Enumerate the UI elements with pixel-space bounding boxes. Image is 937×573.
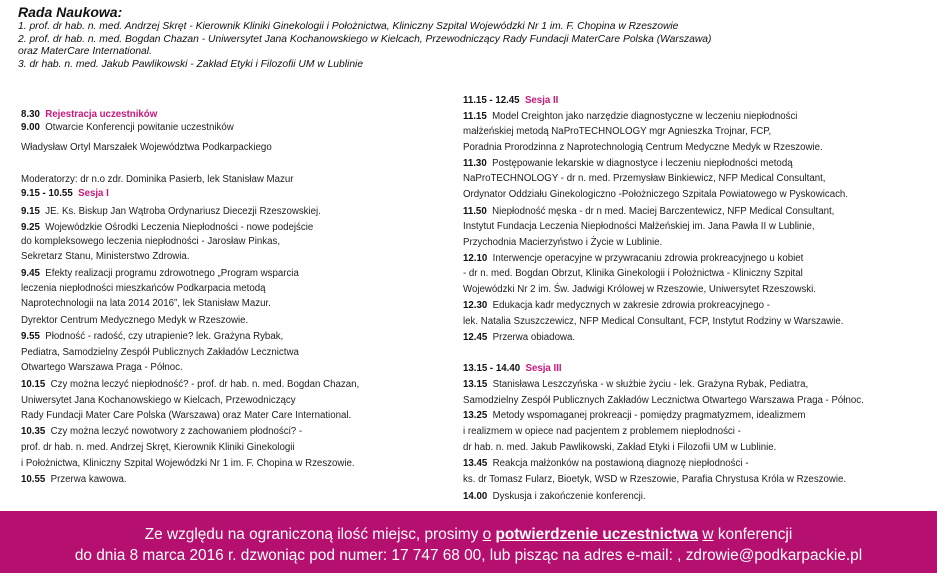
program-time: 9.55	[21, 331, 40, 342]
program-text: Naprotechnologii na lata 2014 2016”, lek Stanisław Mazur.	[21, 298, 271, 309]
program-text: lek. Natalia Szuszczewicz, NFP Medical Consultant, FCP, Instytut Rodziny w Warszawie.	[463, 316, 844, 327]
program-time: 12.45	[463, 332, 488, 343]
registration-banner	[0, 511, 937, 573]
program-line	[463, 315, 843, 328]
program-line	[463, 394, 864, 407]
banner-line-2: do dnia 8 marca 2016 r. dzwoniąc pod numer: 17 747 68 00, lub pisząc na adres e-mail: , zdrowie@podkarpackie.pl	[74, 547, 863, 564]
program-time: 14.00	[463, 491, 488, 502]
program-line	[21, 282, 265, 295]
program-text: Postępowanie lekarskie w diagnostyce i leczeniu niepłodności metodą	[492, 158, 793, 169]
program-time: 13.15	[463, 379, 488, 390]
program-time: 13.25	[463, 410, 488, 421]
program-time: 13.45	[463, 458, 488, 469]
program-text: małżeńskiej metodą NaProTECHNOLOGY mgr Agnieszka Trojnar, FCP,	[463, 126, 772, 137]
program-line	[463, 188, 848, 201]
banner-line-1	[0, 511, 937, 545]
banner-o: o	[482, 526, 492, 543]
program-text: Płodność - radość, czy utrapienie? lek. Grażyna Rybak,	[45, 331, 284, 342]
program-text: Czy można leczyć nowotwory z zachowaniem płodności? -	[50, 426, 303, 437]
program-text: Władysław Ortyl Marszałek Województwa Podkarpackiego	[21, 142, 272, 153]
program-time: 13.15 - 14.40	[463, 363, 521, 374]
program-text: Przerwa kawowa.	[50, 474, 127, 485]
council-member-2-cont: oraz MaterCare International.	[18, 46, 152, 57]
program-text: Otwartego Warszawa Praga - Północ.	[21, 362, 183, 373]
session-header	[21, 187, 109, 200]
program-line	[21, 346, 299, 359]
banner-confirm-participation: potwierdzenie uczestnictwa	[495, 526, 699, 543]
session-title: Sesja III	[525, 363, 562, 374]
program-text: Dyrektor Centrum Medycznego Medyk w Rzeszowie.	[21, 315, 249, 326]
program-time: 10.35	[21, 426, 46, 437]
program-line	[21, 235, 280, 248]
program-text: Wojewódzkie Ośrodki Leczenia Niepłodności - nowe podejście	[45, 222, 314, 233]
program-line	[21, 173, 293, 186]
program-line	[463, 220, 815, 233]
program-line	[463, 490, 646, 503]
session-header	[463, 362, 562, 375]
program-text: Sekretarz Stanu, Ministerstwo Zdrowia.	[21, 251, 190, 262]
program-line	[463, 205, 834, 218]
program-text: Czy można leczyć niepłodność? - prof. dr hab. n. med. Bogdan Chazan,	[50, 379, 360, 390]
program-line	[463, 141, 823, 154]
program-line	[21, 141, 272, 154]
program-line	[463, 441, 776, 454]
program-time: 11.30	[463, 158, 487, 169]
program-time: 9.25	[21, 222, 40, 233]
program-text: Przerwa obiadowa.	[492, 332, 576, 343]
banner-w: w	[702, 526, 714, 543]
program-time: 12.30	[463, 300, 488, 311]
scientific-council	[18, 4, 928, 71]
program-line	[463, 425, 741, 438]
program-text: Stanisława Leszczyńska - w służbie życiu - lek. Grażyna Rybak, Pediatra,	[492, 379, 809, 390]
program-line	[463, 378, 808, 391]
program-text: i realizmem w opiece nad pacjentem z problemem niepłodności -	[463, 426, 741, 437]
program-line	[21, 267, 299, 280]
program-text: Samodzielny Zespół Publicznych Zakładów Lecznictwa Otwartego Warszawa Praga - Północ.	[463, 395, 864, 406]
program-line	[21, 441, 295, 454]
program-time: 8.30	[21, 109, 40, 120]
program-line	[463, 299, 770, 312]
program-time: 11.15 - 12.45	[463, 95, 520, 106]
program-text: Przychodnia Macierzyństwo i Życie w Lublinie.	[463, 237, 663, 248]
program-text: Poradnia Prorodzinna z Naprotechnologią Centrum Medyczne Medyk w Rzeszowie.	[463, 142, 823, 153]
program-text: Rady Fundacji Mater Care Polska (Warszawa) oraz Mater Care International.	[21, 410, 352, 421]
program-text: Wojewódzki Nr 2 im. Św. Jadwigi Królowej w Rzeszowie, Uniwersytet Rzeszowski.	[463, 284, 816, 295]
program-text: Moderatorzy: dr n.o zdr. Dominika Pasierb, lek Stanisław Mazur	[21, 174, 294, 185]
program-text: prof. dr hab. n. med. Andrzej Skręt, Kierownik Kliniki Ginekologii	[21, 442, 295, 453]
program-text: dr hab. n. med. Jakub Pawlikowski, Zakład Etyki i Filozofii UM w Lublinie.	[463, 442, 777, 453]
council-member-2: 2. prof. dr hab. n. med. Bogdan Chazan - Uniwersytet Jana Kochanowskiego w Kielcach, Przewodniczący Rady Fundacji MaterCare Polska (Warszawa)	[18, 33, 712, 45]
program-text: NaProTECHNOLOGY - dr n. med. Przemysław Binkiewicz, NFP Medical Consultant,	[463, 173, 826, 184]
program-text: ks. dr Tomasz Fularz, Bioetyk, WSD w Rzeszowie, Parafia Chrystusa Króla w Rzeszowie.	[463, 474, 847, 485]
program-line	[463, 110, 797, 123]
program-text: leczenia niepłodności mieszkańców Podkarpacia metodą	[21, 283, 266, 294]
program-time: 10.15	[21, 379, 46, 390]
program-line	[463, 125, 771, 138]
banner-text-end: konferencji	[713, 526, 793, 543]
program-text: Uniwersytet Jana Kochanowskiego w Kielcach, Przewodniczący	[21, 395, 296, 406]
program-line	[463, 236, 662, 249]
program-time: 11.50	[463, 206, 487, 217]
program-line	[21, 361, 183, 374]
program-text: - dr n. med. Bogdan Obrzut, Klinika Ginekologii i Położnictwa - Kliniczny Szpital	[463, 268, 803, 279]
program-line	[21, 314, 248, 327]
program-line	[21, 378, 359, 391]
council-title: Rada Naukowa:	[18, 4, 123, 20]
program-text: Dyskusja i zakończenie konferencji.	[492, 491, 646, 502]
program-line	[463, 457, 748, 470]
session-title: Sesja II	[524, 95, 559, 106]
program-line	[21, 221, 313, 234]
program-text: Interwencje operacyjne w przywracaniu zdrowia prokreacyjnego u kobiet	[492, 253, 804, 264]
program-line	[463, 267, 803, 280]
program-text: Ordynator Oddziału Ginekologiczno -Położniczego Szpitala Powiatowego w Pyskowicach.	[463, 189, 849, 200]
program-text: Efekty realizacji programu zdrowotnego „Program wsparcia	[45, 268, 299, 279]
program-text: Edukacja kadr medycznych w zakresie zdrowia prokreacyjnego -	[492, 300, 770, 311]
program-line	[21, 330, 283, 343]
banner-text: Ze względu na ograniczoną ilość miejsc, prosimy	[144, 526, 483, 543]
program-time: 12.10	[463, 253, 488, 264]
program-line	[21, 473, 127, 486]
council-member-3: 3. dr hab. n. med. Jakub Pawlikowski - Zakład Etyki i Filozofii UM w Lublinie	[18, 58, 364, 70]
program-line	[463, 283, 816, 296]
program-line	[463, 409, 805, 422]
program-text: Model Creighton jako narzędzie diagnostyczne w leczeniu niepłodności	[492, 111, 798, 122]
council-member-1: 1. prof. dr hab. n. med. Andrzej Skręt - Kierownik Kliniki Ginekologii i Położnictwa, Kliniczny Szpital Wojewódzki Nr 1 im. F. Chopina w Rzeszowie	[18, 21, 679, 32]
program-text: i Położnictwa, Kliniczny Szpital Wojewódzki Nr 1 im. F. Chopina w Rzeszowie.	[21, 458, 355, 469]
program-line	[463, 172, 826, 185]
program-line	[21, 425, 302, 438]
program-line	[21, 297, 271, 310]
session-title: Rejestracja uczestników	[45, 109, 158, 120]
program-line	[463, 473, 846, 486]
program-text: Otwarcie Konferencji powitanie uczestników	[45, 122, 234, 133]
program-text: JE. Ks. Biskup Jan Wątroba Ordynariusz Diecezji Rzeszowskiej.	[45, 206, 321, 217]
program-time: 9.45	[21, 268, 40, 279]
program-line	[463, 252, 803, 265]
program-text: Metody wspomaganej prokreacji - pomiędzy pragmatyzmem, idealizmem	[492, 410, 806, 421]
program-time: 11.15	[463, 111, 487, 122]
program-text: Instytut Fundacja Leczenia Niepłodności Małżeńskiej im. Jana Pawła II w Lublinie,	[463, 221, 815, 232]
program-line	[21, 205, 321, 218]
program-text: Reakcja małżonków na postawioną diagnozę niepłodności -	[492, 458, 749, 469]
program-text: do kompleksowego leczenia niepłodności - Jarosław Pinkas,	[21, 236, 281, 247]
program-time: 9.15	[21, 206, 40, 217]
program-line	[463, 157, 793, 170]
program-text: Pediatra, Samodzielny Zespół Publicznych Zakładów Lecznictwa	[21, 347, 299, 358]
program-text: Niepłodność męska - dr n med. Maciej Barczentewicz, NFP Medical Consultant,	[492, 206, 835, 217]
program-line	[21, 457, 355, 470]
program-time: 10.55	[21, 474, 46, 485]
program-time: 9.00	[21, 122, 40, 133]
session-title: Sesja I	[78, 188, 109, 199]
session-header	[21, 108, 157, 121]
program-line	[21, 394, 296, 407]
program-time: 9.15 - 10.55	[21, 188, 73, 199]
program-line	[21, 121, 234, 134]
program-line	[21, 409, 351, 422]
program-line	[21, 250, 190, 263]
program-line	[463, 331, 575, 344]
session-header	[463, 94, 558, 107]
